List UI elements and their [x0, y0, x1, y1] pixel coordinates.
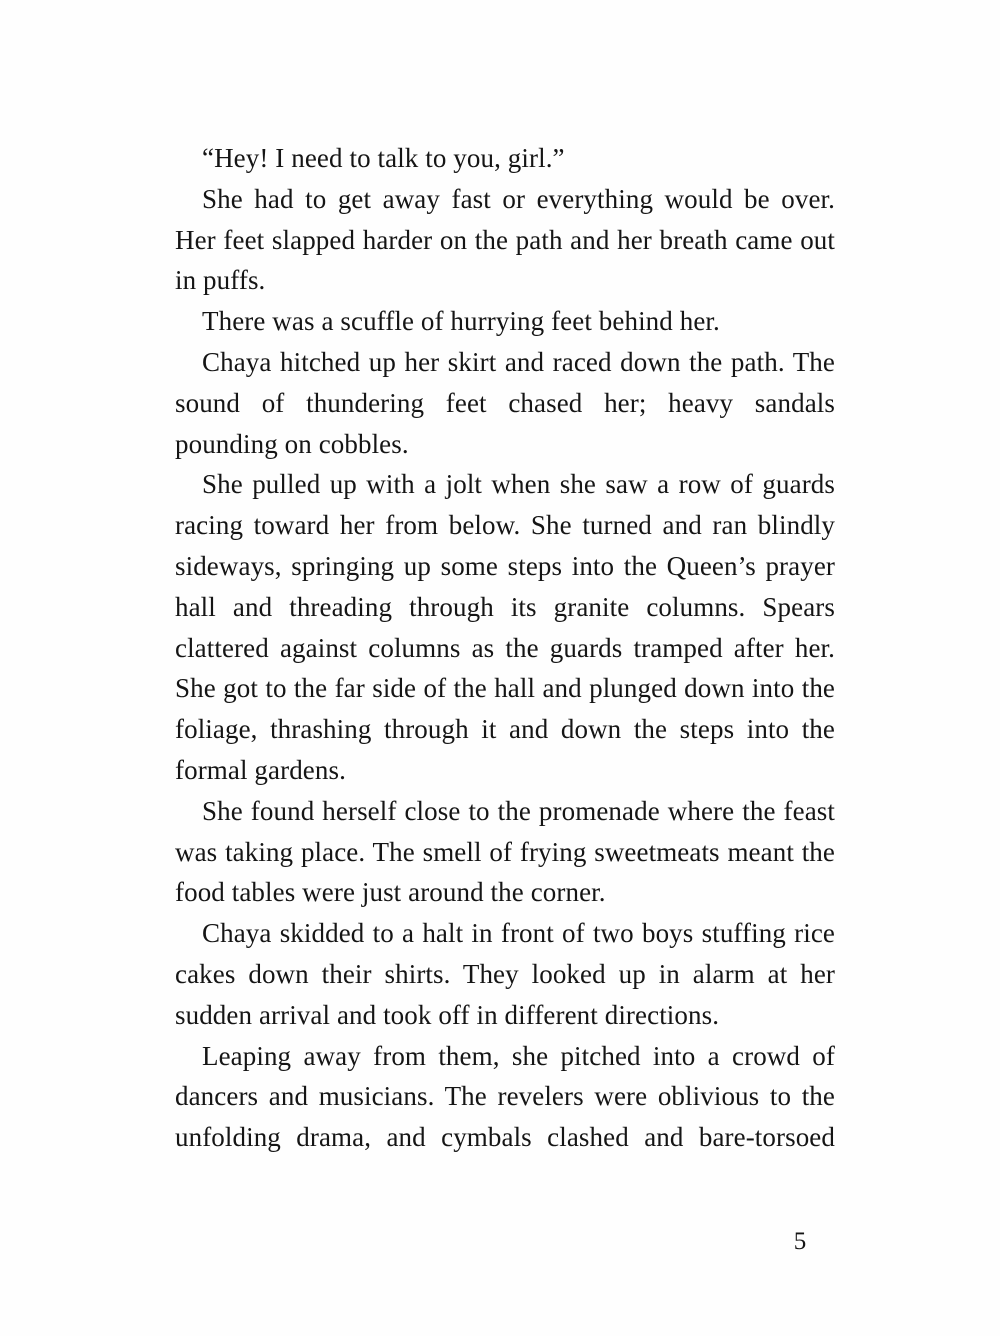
paragraph: Chaya skidded to a halt in front of two boys stuffing rice cakes down their shirts. They looked up in alarm at her sudden arrival and took off in different directions. [175, 918, 835, 1030]
paragraph: Chaya hitched up her skirt and raced down the path. The sound of thundering feet chased her; heavy sandals pounding on cobbles. [175, 346, 835, 459]
paragraph: “Hey! I need to talk to you, girl.” [202, 143, 565, 173]
paragraph: Leaping away from them, she pitched into a crowd of dancers and musicians. The revelers were oblivious to the unfolding drama, and cymbals clashed and bare-torsoed [175, 1040, 835, 1153]
paragraph: She pulled up with a jolt when she saw a row of guards racing toward her from below. She turned and ran blindly sideways, springing up some steps into the Queen’s prayer hall and threading through its granite columns. Spears clattered against columns as the guards tramped after her. She got to the far side of the hall and plunged down into the foliage, thrashing through it and down the steps into the formal gardens. [175, 469, 835, 785]
page-text [175, 138, 835, 1158]
paragraph: There was a scuffle of hurrying feet behind her. [202, 306, 720, 337]
page-number: 5 [793, 1228, 807, 1255]
paragraph: She had to get away fast or everything would be over. Her feet slapped harder on the path and her breath came out in puffs. [175, 183, 835, 296]
paragraph: She found herself close to the promenade where the feast was taking place. The smell of frying sweetmeats meant the food tables were just around the corner. [175, 795, 835, 908]
